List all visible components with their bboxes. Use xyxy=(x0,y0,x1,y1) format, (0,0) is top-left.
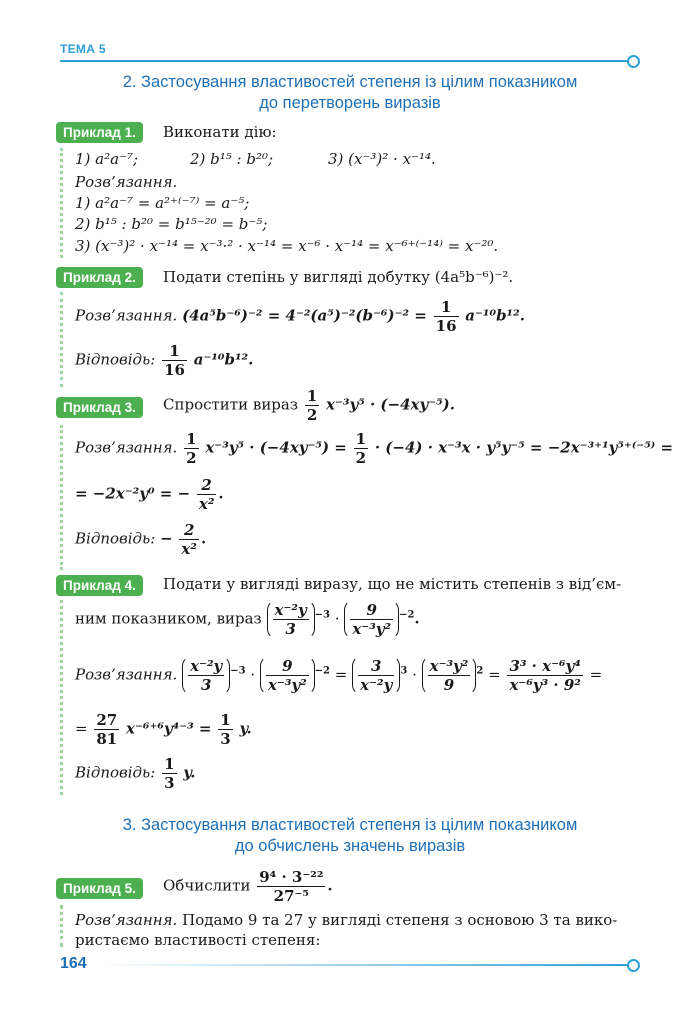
fraction-denominator: 16 xyxy=(164,361,185,379)
example-1-task: Виконати дію: xyxy=(163,123,277,141)
example-3-dots xyxy=(60,425,67,570)
example-4-f1 xyxy=(273,601,309,638)
example-2-answer-tail: a⁻¹⁰b¹². xyxy=(193,350,254,369)
example-4-f2b-exp: −2 xyxy=(314,665,331,677)
section-3-title-line1: 3. Застосування властивостей степеня із цілим показником xyxy=(122,816,578,834)
fraction-denominator: 9 xyxy=(443,676,455,694)
example-3-answer-label: Відповідь: xyxy=(75,529,156,548)
topic-label: ТЕМА 5 xyxy=(60,42,106,56)
example-2-solution-expr: (4a⁵b⁻⁶)⁻² = 4⁻²(a⁵)⁻²(b⁻⁶)⁻² = xyxy=(182,306,427,325)
example-3-solution-line2: = −2x⁻²y⁰ = − $\frac{2}{\text{x²}}$ . xyxy=(75,476,224,513)
fraction-denominator: 3 xyxy=(200,676,212,694)
fraction-denominator: 16 xyxy=(435,317,457,335)
example-2-solution xyxy=(75,298,525,335)
example-3-fraction-a xyxy=(184,430,198,467)
example-5-task-text: Обчислити xyxy=(163,876,251,895)
fraction-denominator: 3 xyxy=(164,774,175,792)
example-3-answer: Відповідь: − $\frac{2}{\text{x²}}$ . xyxy=(75,521,207,558)
example-4-badge: Приклад 4. xyxy=(56,575,143,596)
example-4-paren-3 xyxy=(182,656,230,695)
fraction-numerator: 1 xyxy=(220,711,231,729)
fraction-denominator: x² xyxy=(198,495,215,513)
example-4-task-line1: Подати у вигляді виразу, що не містить степенів з від’єм- xyxy=(163,575,622,593)
section-2-title-line2: до перетворень виразів xyxy=(259,94,441,112)
example-5-badge: Приклад 5. xyxy=(56,878,143,899)
example-2-solution-label: Розв’язання. xyxy=(75,306,178,325)
example-2-answer-label: Відповідь: xyxy=(75,350,156,369)
example-4-dots xyxy=(60,600,67,795)
example-4-solution-line2: = $\frac{27}{81}$ x⁻⁶⁺⁶y⁴⁻³ = $\frac{1}{3}$ y. xyxy=(75,711,252,748)
example-1-solution-label: Розв’язання. xyxy=(75,173,178,191)
fraction-numerator: 2 xyxy=(197,476,217,495)
example-4-f4 xyxy=(428,657,471,694)
fraction-numerator: x⁻²y xyxy=(274,601,307,619)
example-3-sol-b: · (−4) · x⁻³x · y⁵y⁻⁵ = −2x⁻³⁺¹y⁵⁺⁽⁻⁵⁾ = xyxy=(374,438,674,457)
example-3-solution-line1 xyxy=(75,430,673,467)
fraction-numerator: 27 xyxy=(96,711,118,729)
fraction-numerator: 2 xyxy=(179,521,199,540)
fraction-numerator: 1 xyxy=(306,387,318,405)
fraction-denominator: 3 xyxy=(220,730,231,748)
example-4-paren-5 xyxy=(352,656,400,695)
example-2-dots xyxy=(60,292,67,387)
fraction-numerator: 3 xyxy=(358,657,394,676)
example-4-answer-fraction xyxy=(162,755,176,792)
example-2-answer xyxy=(75,342,253,379)
fraction-numerator: x⁻³y² xyxy=(429,657,469,675)
example-1-step-1: 1) a²a⁻⁷ = a²⁺⁽⁻⁷⁾ = a⁻⁵; xyxy=(75,194,250,212)
fraction-denominator: x⁻⁶y³ · 9² xyxy=(509,676,581,694)
example-4-f2b xyxy=(266,657,309,694)
fraction-denominator: x⁻²y xyxy=(360,676,393,694)
section-3-title xyxy=(60,815,640,857)
example-4-answer-tail: y. xyxy=(183,763,196,782)
example-1-step-2: 2) b¹⁵ : b²⁰ = b¹⁵⁻²⁰ = b⁻⁵; xyxy=(75,215,268,233)
example-2-fraction xyxy=(434,298,459,335)
example-1-step-3: 3) (x⁻³)² · x⁻¹⁴ = x⁻³·² · x⁻¹⁴ = x⁻⁶ · x⁻¹⁴ = x⁻⁶⁺⁽⁻¹⁴⁾ = x⁻²⁰. xyxy=(75,237,499,255)
header-rule xyxy=(60,60,630,62)
fraction-denominator: x⁻³y² xyxy=(352,620,392,638)
fraction-numerator: x⁻²y xyxy=(190,657,223,675)
example-2-task: Подати степінь у вигляді добутку (4a⁵b⁻⁶)⁻². xyxy=(163,268,514,286)
footer-rule xyxy=(100,964,630,966)
fraction-numerator: 3³ · x⁻⁶y⁴ xyxy=(509,657,581,675)
example-4-solution-line1: Розв’язання. $\frac{\text{x⁻²y}}{3}$ $^{-3}$ · $\frac{9}{\text{x⁻³y²}}$ $^{-2}$ = $\frac{3}{\text{x⁻²y}}$ $^3$ · $\frac{\text{x⁻³y²}}{9}$ $^2$ = $\frac{\text{3³ · x⁻⁶y⁴}}{\text{x⁻⁶y³ · 9²}}$ = xyxy=(75,657,603,694)
example-4-task-line2-text: ним показником, вираз xyxy=(75,609,262,628)
example-2-answer-fraction xyxy=(162,342,187,379)
example-4-line2-mid: x⁻⁶⁺⁶y⁴⁻³ = xyxy=(126,719,212,738)
example-4-f5 xyxy=(507,657,582,694)
example-4-line2-frac2 xyxy=(218,711,232,748)
example-4-answer-label: Відповідь: xyxy=(75,763,156,782)
example-5-dots xyxy=(60,905,67,947)
example-5-text1: Подамо 9 та 27 у вигляді степеня з основою 3 та вико- xyxy=(182,911,618,929)
fraction-numerator: 1 xyxy=(355,430,367,448)
example-4-f1-exp: −3 xyxy=(314,609,331,621)
example-4-f2-exp: −2 xyxy=(399,609,415,621)
fraction-denominator: 27⁻⁵ xyxy=(273,887,310,905)
example-4-paren-6 xyxy=(422,656,477,695)
example-4-line2-tail: y. xyxy=(239,719,252,738)
fraction-denominator: x² xyxy=(181,540,197,558)
example-4-f2 xyxy=(350,601,393,638)
example-3-answer-fraction xyxy=(179,521,199,558)
example-4-line2-frac1 xyxy=(94,711,119,748)
example-5-text-line2: ристаємо властивості степеня: xyxy=(75,931,321,949)
section-3-title-line2: до обчислень значень виразів xyxy=(234,837,466,855)
example-4-paren-4 xyxy=(260,656,315,695)
example-3-task-text: Спростити вираз xyxy=(163,395,299,414)
fraction-denominator: 2 xyxy=(186,449,197,467)
example-4-task-line2: ним показником, вираз $\frac{\text{x⁻²y}}{3}$ $^{-3}$ · $\frac{9}{\text{x⁻³y²}}$ $^{-2}$. xyxy=(75,601,420,638)
header-rule-end xyxy=(627,55,640,68)
example-4-f3-exp: 3 xyxy=(400,665,408,677)
example-4-answer xyxy=(75,755,196,792)
fraction-denominator: x⁻³y² xyxy=(267,676,307,694)
example-1-badge: Приклад 1. xyxy=(56,122,143,143)
example-4-paren-1 xyxy=(267,600,315,639)
example-3-fraction-b xyxy=(354,430,368,467)
example-3-badge: Приклад 3. xyxy=(56,397,143,418)
example-2-badge: Приклад 2. xyxy=(56,267,143,288)
example-4-f1b xyxy=(188,657,224,694)
fraction-denominator: 2 xyxy=(355,449,367,467)
fraction-denominator: 3 xyxy=(285,620,296,638)
fraction-numerator: 1 xyxy=(162,342,187,361)
example-3-line2-a: = −2x⁻²y⁰ = − xyxy=(75,484,191,503)
example-2-solution-tail: a⁻¹⁰b¹². xyxy=(465,306,525,325)
example-4-f3 xyxy=(358,657,394,694)
fraction-denominator: 2 xyxy=(306,406,318,424)
fraction-numerator: 1 xyxy=(434,298,459,317)
example-3-solution-label: Розв’язання. xyxy=(75,438,178,457)
example-1-item-3: 3) (x⁻³)² · x⁻¹⁴. xyxy=(328,150,436,168)
fraction-numerator: 1 xyxy=(186,430,197,448)
fraction-numerator: 1 xyxy=(164,755,175,773)
example-5-fraction xyxy=(257,868,325,905)
fraction-numerator: 9⁴ · 3⁻²² xyxy=(259,868,324,886)
example-5-text-line1 xyxy=(75,910,617,930)
example-1-item-1: 1) a²a⁻⁷; xyxy=(75,150,139,168)
footer-rule-end xyxy=(627,959,640,972)
example-3-task-fraction xyxy=(305,387,319,424)
example-4-solution-label: Розв’язання. xyxy=(75,665,178,684)
fraction-numerator: 9 xyxy=(266,657,309,676)
fraction-numerator: 9 xyxy=(350,601,393,620)
example-3-task-tail: x⁻³y⁵ · (−4xy⁻⁵). xyxy=(326,395,455,414)
example-5-task: Обчислити $\frac{\text{9⁴ · 3⁻²²}}{\text{27⁻⁵}}$ . xyxy=(163,868,333,905)
example-5-solution-label: Розв’язання. xyxy=(75,911,178,929)
page-number: 164 xyxy=(60,955,87,972)
example-1-dots xyxy=(60,148,67,258)
example-3-task xyxy=(163,387,455,424)
example-3-answer-sign: − xyxy=(160,529,173,548)
example-3-sol-a: x⁻³y⁵ · (−4xy⁻⁵) = xyxy=(205,438,347,457)
fraction-denominator: 81 xyxy=(96,730,118,748)
example-1-item-2: 2) b¹⁵ : b²⁰; xyxy=(190,150,274,168)
example-4-paren-2 xyxy=(344,600,399,639)
example-4-f4-exp: 2 xyxy=(476,665,484,677)
section-2-title-line1: 2. Застосування властивостей степеня із цілим показником xyxy=(122,73,578,91)
section-2-title xyxy=(60,72,640,114)
example-3-line2-fraction xyxy=(197,476,217,513)
example-4-f1b-exp: −3 xyxy=(230,665,246,677)
